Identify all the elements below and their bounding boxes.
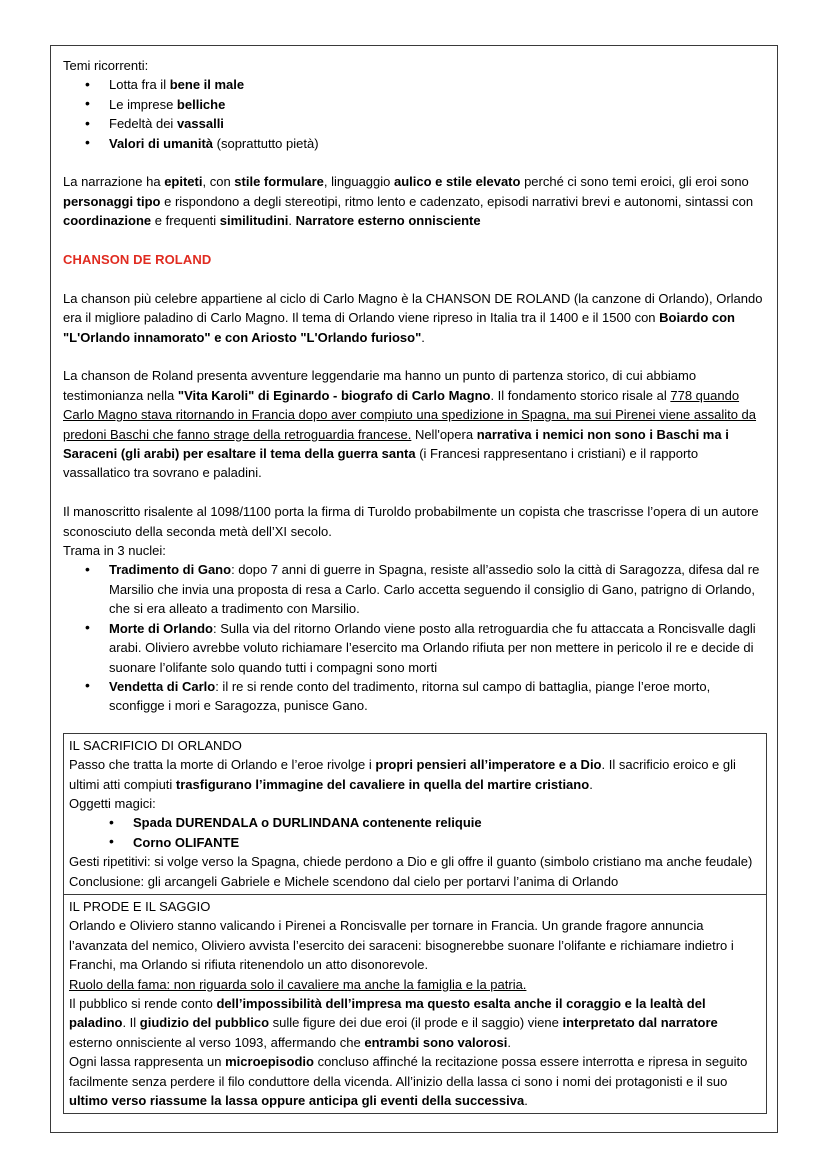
bullet-text-bold: Vendetta di Carlo	[109, 678, 216, 694]
bullet-text-plain-after: (soprattutto pietà)	[213, 135, 319, 151]
oggetti-magici-list	[69, 813, 761, 852]
bullet-text-plain-after: : il re si rende conto del tradimento, ritorna sul campo di battaglia, piange l’eroe morto, sconfigge i mori e Saragozza, punisce Gano.	[109, 678, 711, 714]
narration-paragraph	[63, 172, 765, 230]
text-run: La chanson più celebre appartiene al ciclo di Carlo Magno è la CHANSON DE ROLAND (la canzone di Orlando), Orlando era il migliore paladino di Carlo Magno. Il tema di Orlando viene ripreso in Italia tra il 1400 e il 1500 con	[63, 290, 763, 326]
text-run: Passo che tratta la morte di Orlando e l’eroe rivolge i	[69, 757, 376, 773]
box-section-il-prode-e-il-saggio	[64, 895, 766, 1114]
box-section-sacrificio-di-orlando	[64, 734, 766, 895]
text-run-bold: coordinazione	[63, 213, 152, 229]
text-run-bold: personaggi tipo	[63, 193, 161, 209]
list-item	[63, 95, 765, 114]
storico-paragraph	[63, 366, 765, 482]
box-prode-paragraph-3	[69, 1052, 761, 1110]
text-run-bold: interpretato dal narratore	[562, 1015, 718, 1031]
bullet-text-plain-before: Fedeltà dei	[109, 116, 177, 132]
text-run: (i Francesi rappresentano i cristiani) e il rapporto vassallatico tra sovrano e paladini.	[63, 446, 699, 481]
text-run-bold: microepisodio	[225, 1054, 314, 1070]
text-run-bold: giudizio del pubblico	[139, 1015, 270, 1031]
bullet-text-bold: belliche	[176, 96, 226, 112]
text-run-bold: narrativa i nemici non sono i Baschi ma i Saraceni (gli arabi) per esaltare il tema della guerra santa	[63, 426, 729, 462]
bullet-text-bold: Valori di umanità	[109, 135, 214, 151]
text-run: .	[589, 776, 593, 792]
text-run: . Il sacrificio eroico e gli ultimi atti compiuti	[69, 757, 736, 792]
trama-list	[63, 560, 765, 715]
list-item	[63, 134, 765, 153]
bullet-text-plain-after: : dopo 7 anni di guerre in Spagna, resiste all’assedio solo la città di Saragozza, difesa dal re Marsilio che invia una proposta di resa a Carlo. Carlo accetta seguendo il consiglio di Gano, patrigno di Orlando, che si era alleato a tradimento con Marsilio.	[109, 562, 760, 617]
spacer	[63, 269, 765, 288]
box-sacrificio-paragraph	[69, 755, 761, 794]
spacer	[63, 231, 765, 250]
spacer	[63, 153, 765, 172]
bullet-text-bold: Spada DURENDALA o DURLINDANA contenente reliquie	[133, 815, 482, 831]
text-run: Il pubblico si rende conto	[69, 996, 217, 1012]
bullet-text-plain-before: Le imprese	[109, 96, 177, 112]
spacer	[63, 483, 765, 502]
list-item	[63, 114, 765, 133]
text-run: .	[288, 213, 296, 229]
text-run-underlined: 778 quando Carlo Magno stava ritornando in Francia dopo aver compiuto una spedizione in Spagna, ma sui Pirenei viene assalito da predoni Baschi che fanno strage della retroguardia francese.	[63, 387, 757, 442]
text-run-bold: dell’impossibilità dell’impresa ma questo esalta anche il coraggio e la lealtà del paladino	[69, 996, 706, 1031]
section-heading-chanson-de-roland: CHANSON DE ROLAND	[63, 252, 212, 268]
chanson-paragraph	[63, 289, 765, 347]
bullet-text-bold: bene il male	[169, 77, 245, 93]
manoscritto-paragraph: Il manoscritto risalente al 1098/1100 porta la firma di Turoldo probabilmente un copista che trascrisse l’opera di un autore sconosciuto della seconda metà dell’XI secolo.	[63, 504, 759, 539]
temi-ricorrenti-title: Temi ricorrenti:	[63, 58, 149, 73]
text-run-bold: epiteti	[164, 174, 203, 190]
bullet-text-plain-before: Lotta fra il	[109, 77, 170, 93]
list-item	[69, 813, 761, 832]
text-run: , con	[202, 174, 235, 190]
text-run-bold: propri pensieri all’imperatore e a Dio	[375, 757, 602, 773]
spacer	[63, 347, 765, 366]
conclusione-paragraph: Conclusione: gli arcangeli Gabriele e Michele scendono dal cielo per portarvi l’anima di Orlando	[69, 873, 619, 889]
text-run: . Il fondamento storico risale al	[490, 387, 671, 403]
gesti-ripetitivi-paragraph: Gesti ripetitivi: si volge verso la Spagna, chiede perdono a Dio e gli offre il guanto (simbolo cristiano ma anche feudale)	[69, 854, 753, 870]
text-run: concluso affinché la recitazione possa essere interrotta e ripresa in seguito facilmente senza perdere il filo conduttore della vicenda. All’inizio della lassa ci sono i nomi dei protagonisti e il suo	[69, 1054, 748, 1089]
text-run: La narrazione ha	[63, 174, 165, 190]
text-run-bold: trasfigurano l’immagine del cavaliere in quella del martire cristiano	[175, 776, 590, 792]
text-run-bold: Narratore esterno onnisciente	[295, 213, 481, 229]
text-run: Ogni lassa rappresenta un	[69, 1054, 226, 1070]
text-run: La chanson de Roland presenta avventure leggendarie ma hanno un punto di partenza storico, di cui abbiamo testimonianza nella	[63, 368, 697, 403]
text-run-bold: aulico e stile elevato	[394, 174, 521, 190]
document-page	[50, 45, 778, 1133]
box-prode-paragraph-2	[69, 994, 761, 1052]
bullet-text-bold: Tradimento di Gano	[109, 562, 232, 578]
text-run: e frequenti	[151, 213, 220, 229]
list-item	[63, 560, 765, 618]
text-run: esterno onnisciente al verso 1093, affermando che	[69, 1034, 365, 1050]
list-item	[63, 677, 765, 716]
text-run-bold: Boiardo con "L'Orlando innamorato" e con Ariosto "L'Orlando furioso"	[63, 310, 735, 345]
box-title-sacrificio: IL SACRIFICIO DI ORLANDO	[69, 737, 242, 753]
text-run: Nell'opera	[411, 426, 477, 442]
text-run: sulle figure dei due eroi (il prode e il saggio) viene	[269, 1015, 563, 1031]
temi-ricorrenti-list	[63, 75, 765, 153]
text-run-bold: entrambi sono valorosi	[364, 1034, 508, 1050]
text-run-bold: stile formulare	[234, 174, 324, 190]
text-run: . Il	[122, 1015, 140, 1031]
box-prode-paragraph-1: Orlando e Oliviero stanno valicando i Pirenei a Roncisvalle per tornare in Francia. Un grande fragore annuncia l’avanzata del nemico, Oliviero avvista l’esercito dei saraceni: bisognerebbe suonare l’olifante e richiamare indietro i Franchi, ma Orlando si rifiuta ritenendolo un atto disonorevole.	[69, 918, 734, 973]
text-run-bold: ultimo verso riassume la lassa oppure anticipa gli eventi della successiva	[69, 1093, 525, 1109]
trama-title: Trama in 3 nuclei:	[63, 543, 166, 559]
boxed-sections-table	[63, 733, 767, 1115]
text-run-underlined: Ruolo della fama: non riguarda solo il cavaliere ma anche la famiglia e la patria.	[69, 976, 527, 992]
bullet-text-bold: vassalli	[176, 116, 224, 132]
text-run-bold: "Vita Karoli" di Eginardo - biografo di Carlo Magno	[177, 387, 491, 403]
box-title-prode: IL PRODE E IL SAGGIO	[69, 898, 211, 914]
ruolo-della-fama-paragraph	[69, 975, 761, 994]
list-item	[63, 75, 765, 94]
list-item	[63, 619, 765, 677]
oggetti-magici-label: Oggetti magici:	[69, 795, 156, 811]
text-run: .	[421, 329, 425, 345]
document-body	[63, 56, 765, 1114]
text-run: .	[524, 1093, 528, 1109]
list-item	[69, 833, 761, 852]
text-run: .	[507, 1034, 512, 1050]
bullet-text-plain-after: : Sulla via del ritorno Orlando viene posto alla retroguardia che fu attaccata a Roncisvalle dagli arabi. Oliviero avrebbe voluto richiamare l’esercito ma Orlando rifiuta per non mettere in pericolo il re e decide di suonare l’olifante solo quando tutti i compagni sono morti	[109, 620, 756, 675]
bullet-text-bold: Morte di Orlando	[109, 620, 213, 636]
text-run: perché ci sono temi eroici, gli eroi sono	[520, 174, 749, 190]
text-run: e rispondono a degli stereotipi, ritmo lento e cadenzato, episodi narrativi brevi e autonomi, sintassi con	[160, 193, 754, 209]
bullet-text-bold: Corno OLIFANTE	[133, 834, 240, 850]
text-run: , linguaggio	[323, 174, 394, 190]
text-run-bold: similitudini	[219, 213, 289, 229]
